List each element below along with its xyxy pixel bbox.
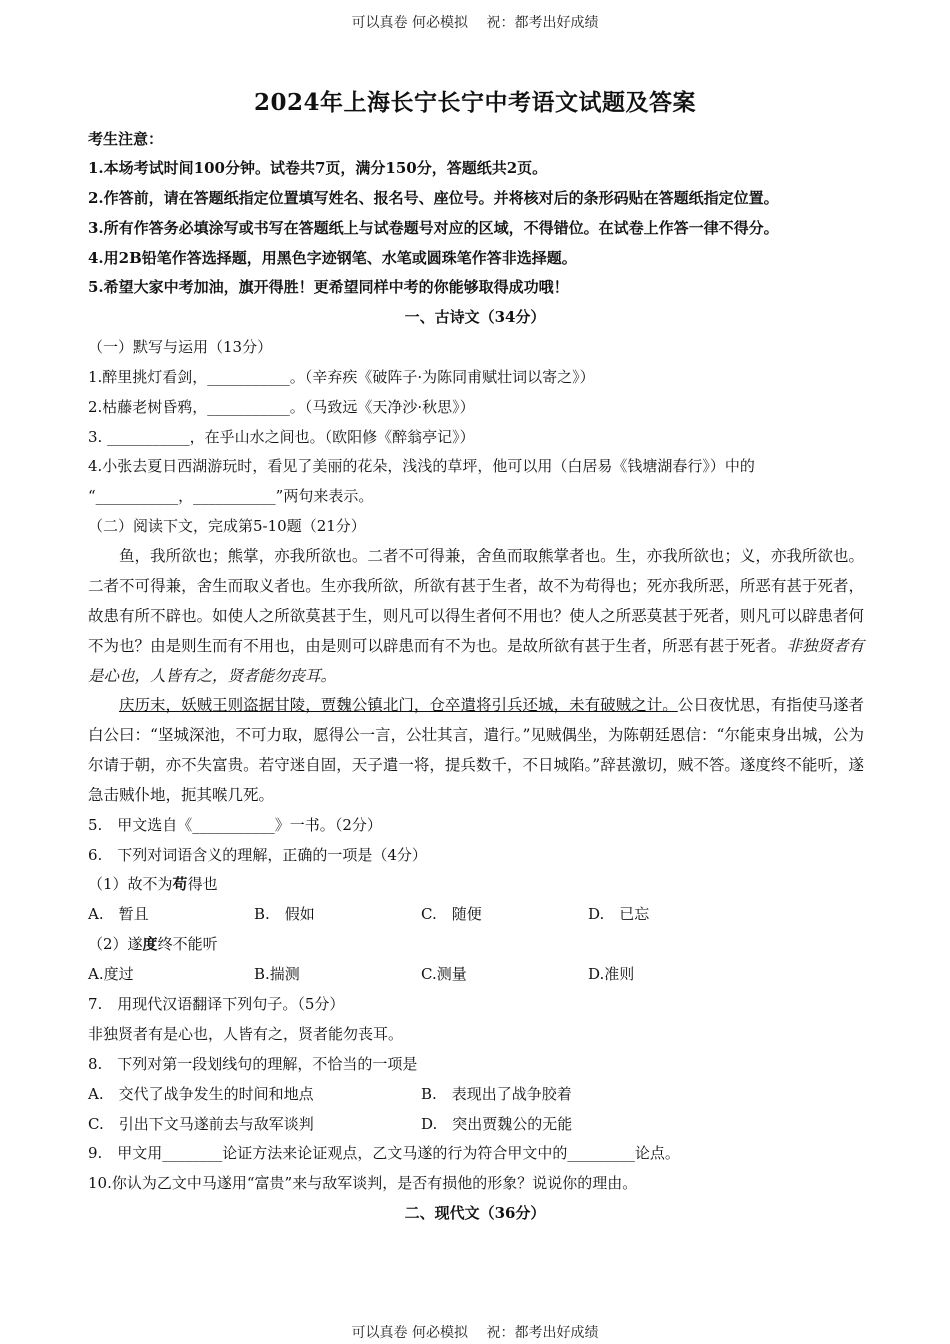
passage-a bbox=[88, 541, 864, 691]
option-a: A. 交代了战争发生的时间和地点 bbox=[88, 1085, 314, 1103]
question-7-sentence: 非独贤者有是心也，人皆有之，贤者能勿丧耳。 bbox=[88, 1025, 404, 1043]
question-4: 4.小张去夏日西湖游玩时，看见了美丽的花朵，浅浅的草坪，他可以用（白居易《钱塘湖春行》）中的 bbox=[88, 457, 755, 475]
question-6-2: （2）遂度终不能听 bbox=[88, 935, 218, 953]
option-a: A. 暂且 bbox=[88, 905, 149, 923]
passage-b-text: 公日夜忧思，有指使马遂者白公曰：“坚城深池，不可力取，愿得公一言，公壮其言，遣行。”见贼偶坐，为陈朝廷恩信：“尔能束身出城，公为尔请于朝，亦不失富贵。若守迷自固，天子遣一将，提兵数千，不日城陷。”辞甚激切，贼不答。遂度终不能听，遂急击贼仆地，扼其喉几死。 bbox=[88, 696, 864, 804]
question-1: 1.醉里挑灯看剑，___________。（辛弃疾《破阵子·为陈同甫赋壮词以寄之》） bbox=[88, 368, 595, 386]
question-3: 3. ___________，在乎山水之间也。（欧阳修《醉翁亭记》） bbox=[88, 428, 475, 446]
question-9: 9. 甲文用________论证方法来论证观点，乙文马遂的行为符合甲文中的_________论点。 bbox=[88, 1144, 680, 1162]
option-b: B.揣测 bbox=[254, 965, 300, 983]
question-7: 7. 用现代汉语翻译下列句子。（5分） bbox=[88, 995, 345, 1013]
page-header: 可以真卷 何必模拟 祝：都考出好成绩 bbox=[351, 15, 599, 31]
notice-item: 2.作答前，请在答题纸指定位置填写姓名、报名号、座位号。并将核对后的条形码贴在答题纸指定位置。 bbox=[88, 189, 779, 207]
question-6-1: （1）故不为苟得也 bbox=[88, 875, 218, 893]
question-4-cont: “___________，___________”两句来表示。 bbox=[88, 487, 374, 505]
notice-item: 1.本场考试时间100分钟。试卷共7页，满分150分，答题纸共2页。 bbox=[88, 159, 548, 177]
key-word: 苟 bbox=[172, 875, 188, 893]
section-heading: 一、古诗文（34分） bbox=[404, 308, 546, 326]
option-a: A.度过 bbox=[88, 965, 134, 983]
passage-b bbox=[88, 690, 864, 810]
question-10: 10.你认为乙文中马遂用“富贵”来与敌军谈判，是否有损他的形象？说说你的理由。 bbox=[88, 1174, 638, 1192]
question-6: 6. 下列对词语含义的理解，正确的一项是（4分） bbox=[88, 846, 427, 864]
option-d: D. 突出贾魏公的无能 bbox=[421, 1115, 573, 1133]
key-word: 度 bbox=[142, 935, 158, 953]
option-b: B. 表现出了战争胶着 bbox=[421, 1085, 572, 1103]
notice-item: 3.所有作答务必填涂写或书写在答题纸上与试卷题号对应的区域，不得错位。在试卷上作答一律不得分。 bbox=[88, 219, 779, 237]
passage-a-text: 鱼，我所欲也；熊掌，亦我所欲也。二者不可得兼，舍鱼而取熊掌者也。生，亦我所欲也；义，亦我所欲也。二者不可得兼，舍生而取义者也。生亦我所欲，所欲有甚于生者，故不为苟得也；死亦我所恶，所恶有甚于死者，故患有所不辟也。如使人之所欲莫甚于生，则凡可以得生者何不用也？使人之所恶莫甚于死者，则凡可以辟患者何不为也？由是则生而有不用也，由是则可以辟患而有不为也。是故所欲有甚于生者，所恶有甚于死者。 bbox=[88, 547, 864, 655]
page-title: 2024年上海长宁长宁中考语文试题及答案 bbox=[253, 89, 696, 116]
notice-item: 4.用2B铅笔作答选择题，用黑色字迹钢笔、水笔或圆珠笔作答非选择题。 bbox=[88, 249, 577, 267]
notice-item: 5.希望大家中考加油，旗开得胜！更希望同样中考的你能够取得成功哦！ bbox=[88, 278, 569, 296]
part-heading: （二）阅读下文，完成第5-10题（21分） bbox=[88, 517, 366, 535]
option-d: D. 已忘 bbox=[588, 905, 650, 923]
passage-a-italic: 非独贤者有是心也，人皆有之，贤者能勿丧耳。 bbox=[88, 637, 864, 685]
question-2: 2.枯藤老树昏鸦，___________。（马致远《天净沙·秋思》） bbox=[88, 398, 475, 416]
option-c: C.测量 bbox=[421, 965, 467, 983]
option-d: D.准则 bbox=[588, 965, 635, 983]
option-c: C. 引出下文马遂前去与敌军谈判 bbox=[88, 1115, 314, 1133]
question-8: 8. 下列对第一段划线句的理解，不恰当的一项是 bbox=[88, 1055, 418, 1073]
question-5: 5. 甲文选自《___________》一书。（2分） bbox=[88, 816, 382, 834]
option-b: B. 假如 bbox=[254, 905, 315, 923]
option-c: C. 随便 bbox=[421, 905, 482, 923]
page-footer: 可以真卷 何必模拟 祝：都考出好成绩 bbox=[351, 1325, 599, 1341]
part-heading: （一）默写与运用（13分） bbox=[88, 338, 273, 356]
passage-b-underlined: 庆历末，妖贼王则盗据甘陵，贾魏公镇北门，仓卒遣将引兵还城，未有破贼之计。 bbox=[119, 696, 678, 714]
section-heading: 二、现代文（36分） bbox=[404, 1204, 546, 1222]
notice-heading: 考生注意： bbox=[88, 130, 164, 148]
